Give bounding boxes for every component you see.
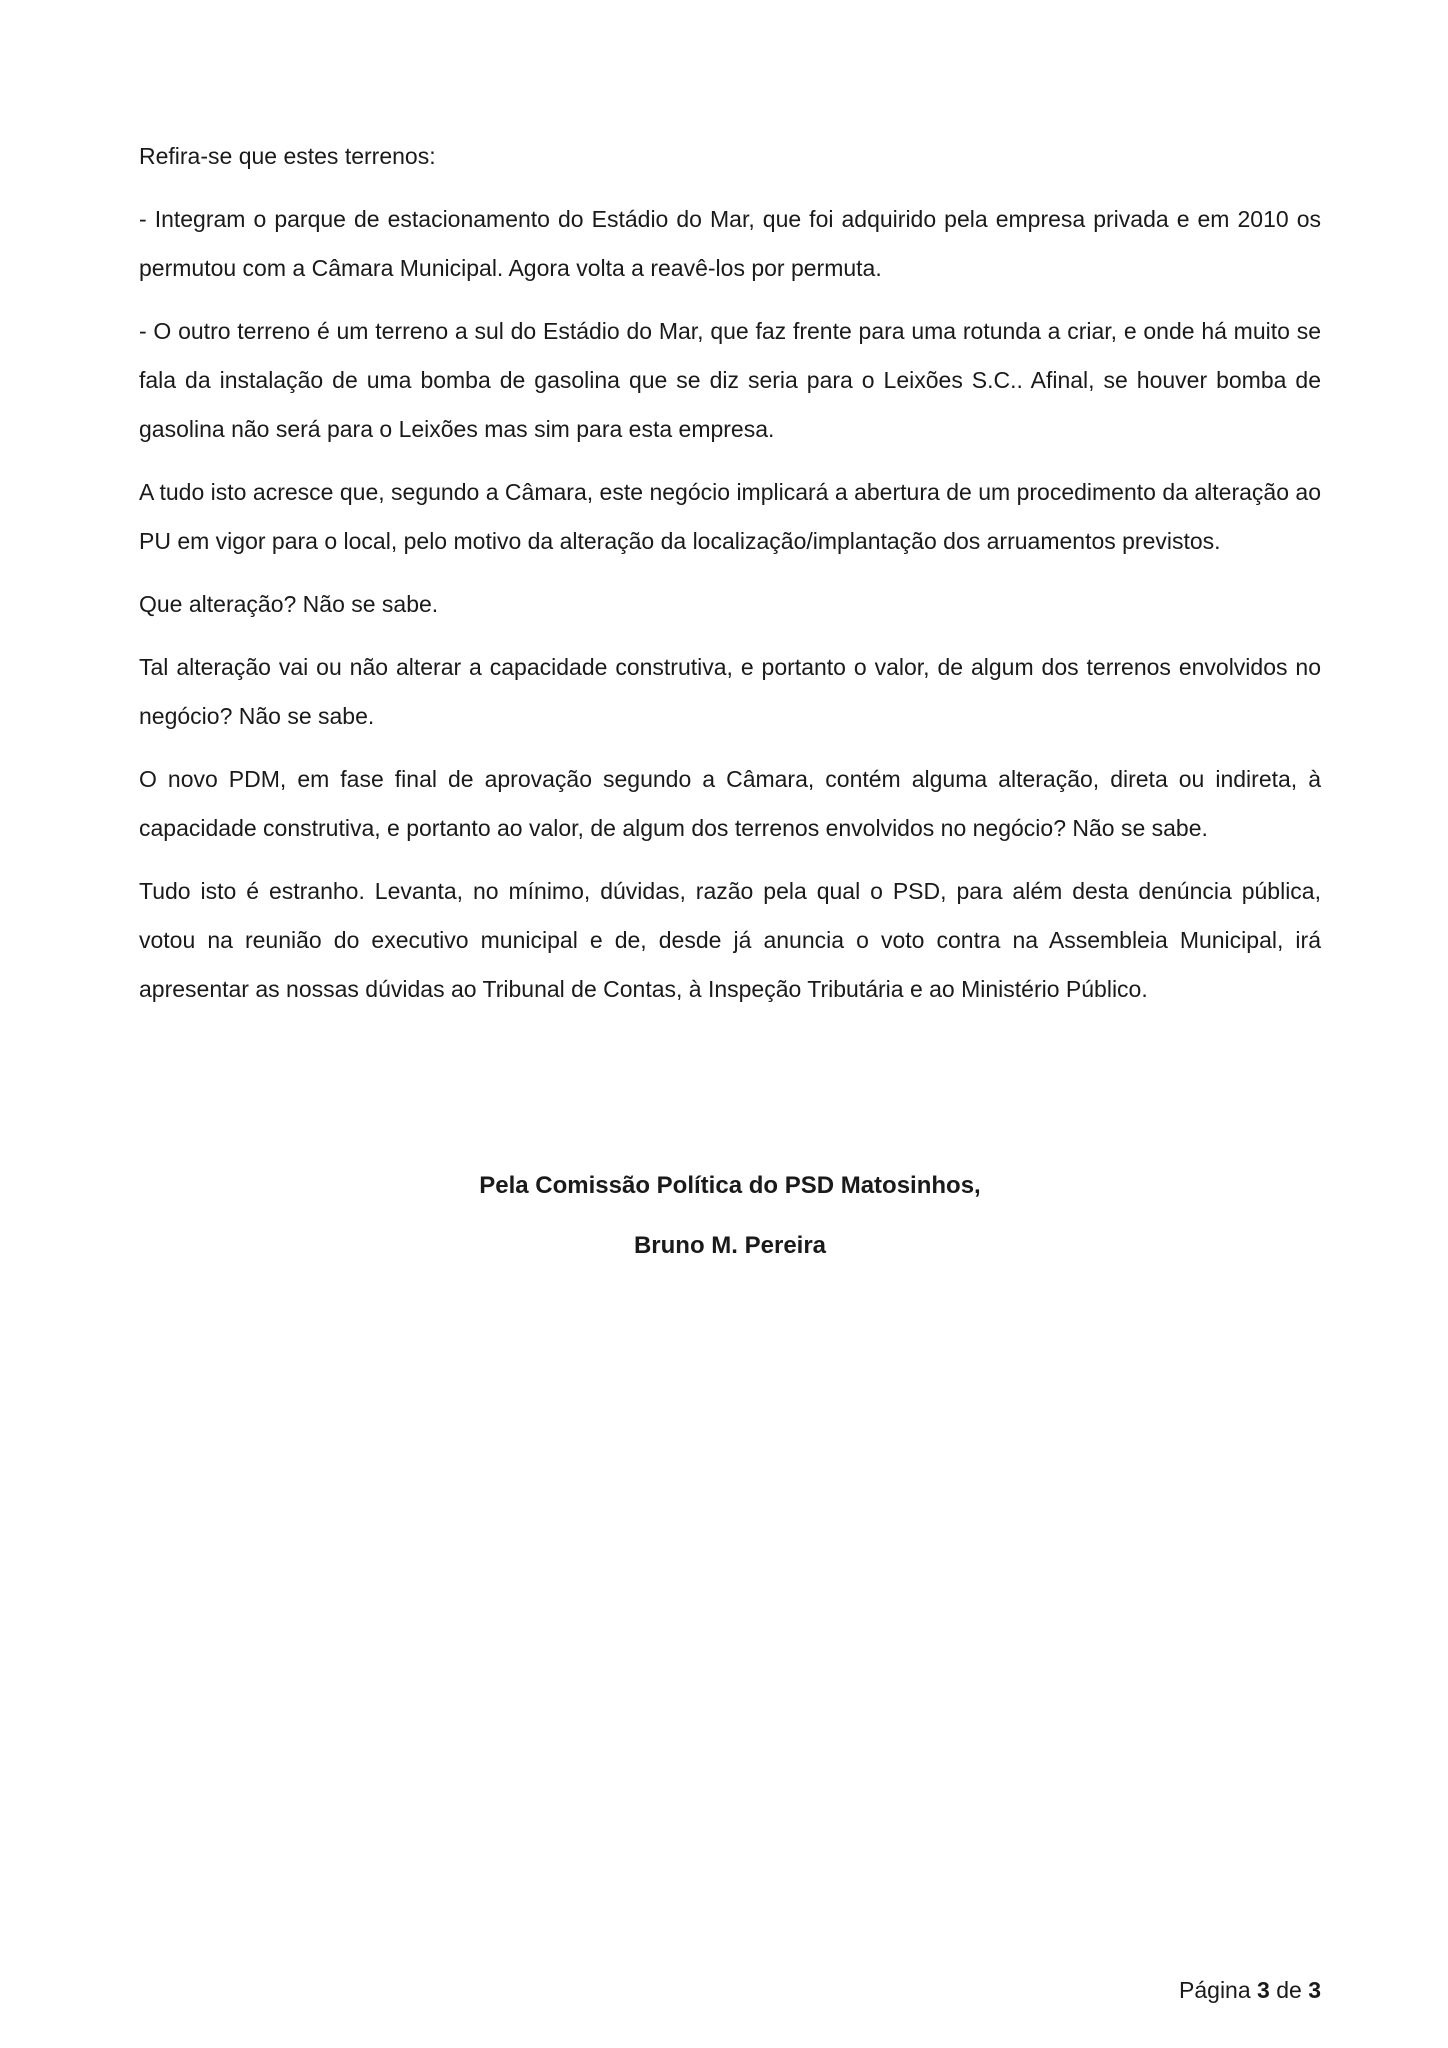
page-label: Página (1179, 1977, 1251, 2003)
document-body (139, 132, 1321, 1028)
page-current: 3 (1257, 1977, 1270, 2003)
paragraph-alteracao-pu: A tudo isto acresce que, segundo a Câmara, este negócio implicará a abertura de um procedimento da alteração ao PU em vigor para o local, pelo motivo da alteração da localização/implantação dos arruamentos previstos. (139, 479, 1321, 554)
paragraph-intro: Refira-se que estes terrenos: (139, 143, 436, 169)
page-separator: de (1276, 1977, 1302, 2003)
paragraph-capacidade-construtiva: Tal alteração vai ou não alterar a capacidade construtiva, e portanto o valor, de algum dos terrenos envolvidos no negócio? Não se sabe. (139, 654, 1321, 729)
signature-name: Bruno M. Pereira (633, 1232, 827, 1259)
signature-block (139, 1156, 1321, 1276)
paragraph-estacionamento: - Integram o parque de estacionamento do Estádio do Mar, que foi adquirido pela empresa privada e em 2010 os permutou com a Câmara Municipal. Agora volta a reavê-los por permuta. (139, 206, 1321, 281)
signature-organization: Pela Comissão Política do PSD Matosinhos, (479, 1172, 981, 1199)
page-number-footer (1179, 1975, 1321, 2005)
paragraph-que-alteracao: Que alteração? Não se sabe. (139, 591, 439, 617)
paragraph-outro-terreno: - O outro terreno é um terreno a sul do Estádio do Mar, que faz frente para uma rotunda a criar, e onde há muito se fala da instalação de uma bomba de gasolina que se diz seria para o Leixões S.C.. Afinal, se houver bomba de gasolina não será para o Leixões mas sim para esta empresa. (139, 318, 1321, 442)
paragraph-conclusao: Tudo isto é estranho. Levanta, no mínimo, dúvidas, razão pela qual o PSD, para além desta denúncia pública, votou na reunião do executivo municipal e de, desde já anuncia o voto contra na Assembleia Municipal, irá apresentar as nossas dúvidas ao Tribunal de Contas, à Inspeção Tributária e ao Ministério Público. (139, 878, 1321, 1002)
page-total: 3 (1308, 1977, 1321, 2003)
paragraph-novo-pdm: O novo PDM, em fase final de aprovação segundo a Câmara, contém alguma alteração, direta ou indireta, à capacidade construtiva, e portanto ao valor, de algum dos terrenos envolvidos no negócio? Não se sabe. (139, 766, 1321, 841)
